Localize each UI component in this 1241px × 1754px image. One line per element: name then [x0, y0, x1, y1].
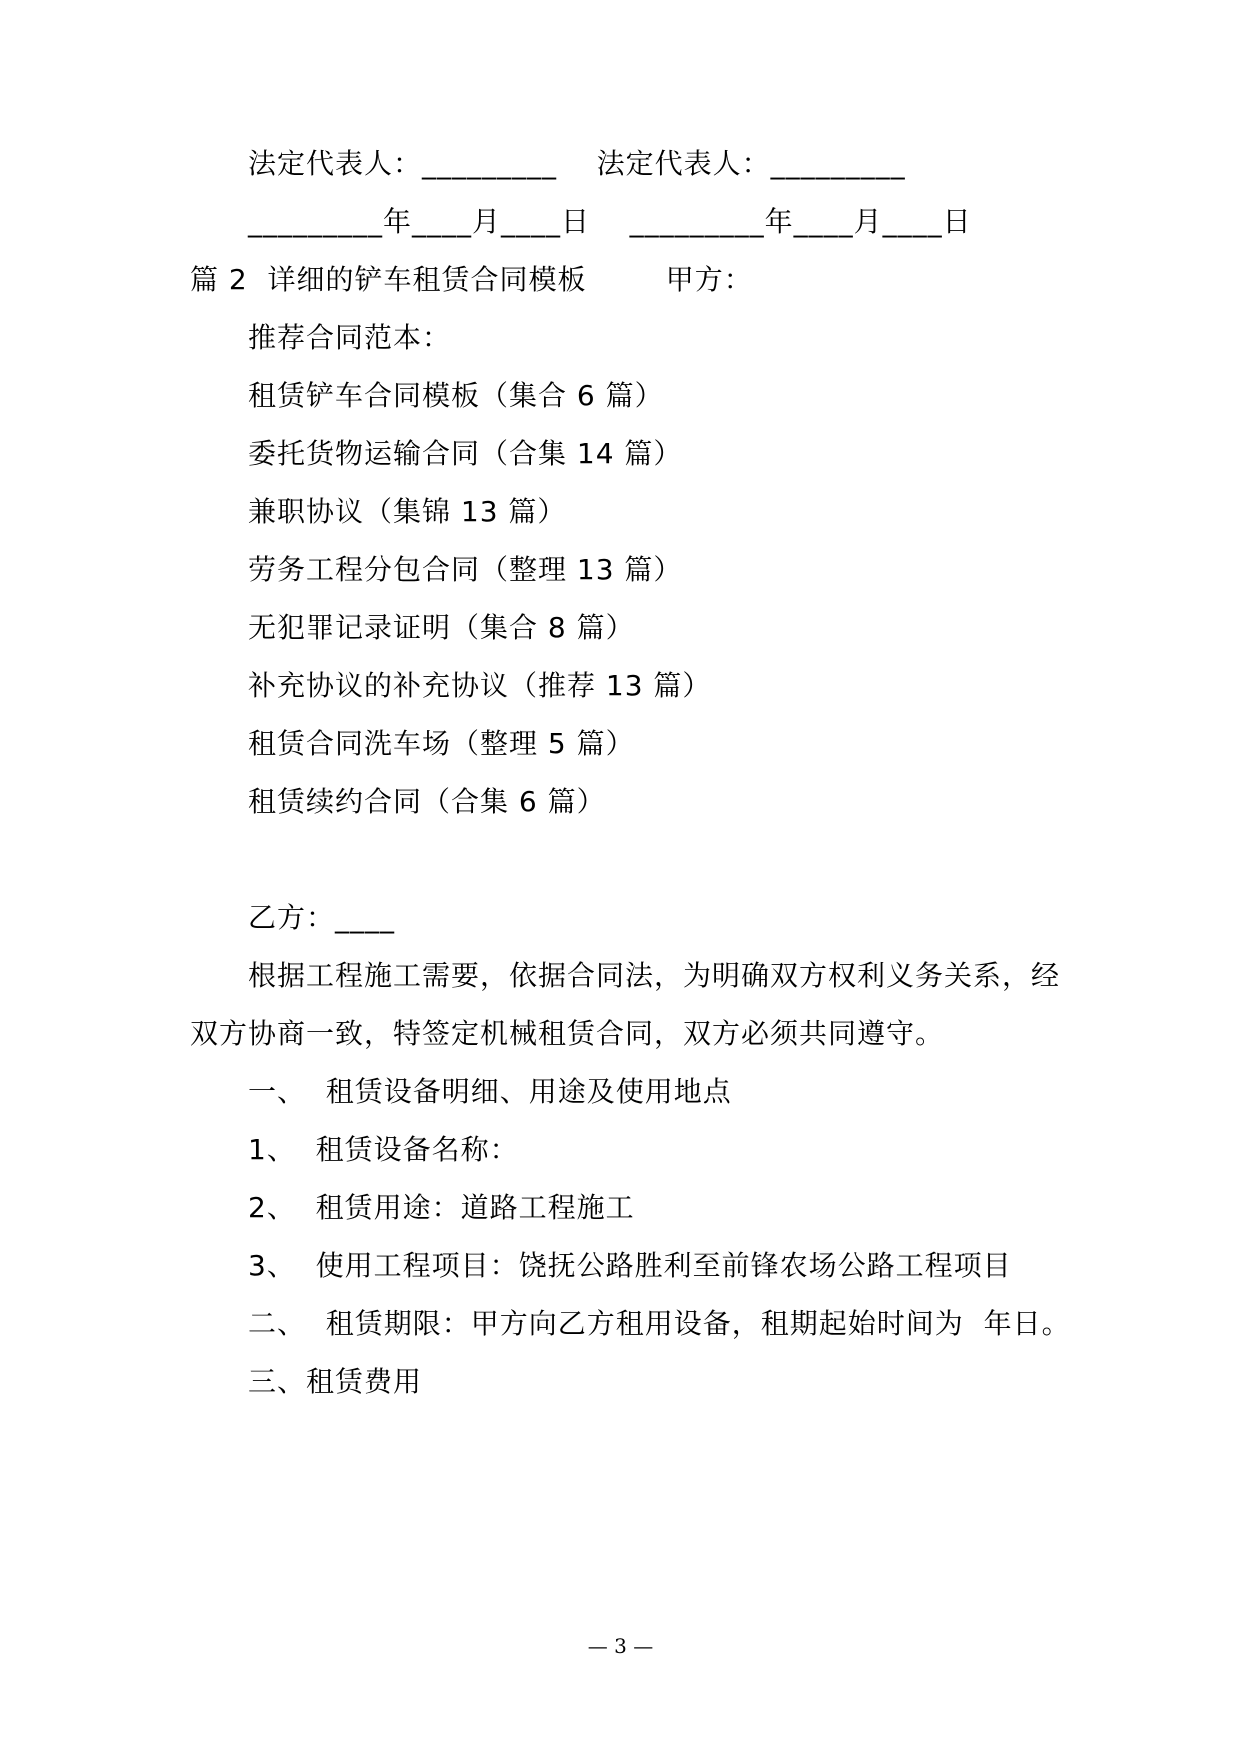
recommend-item[interactable]: 劳务工程分包合同（整理 13 篇） [248, 553, 683, 586]
recommend-item[interactable]: 补充协议的补充协议（推荐 13 篇） [248, 669, 712, 702]
recommend-item[interactable]: 委托货物运输合同（合集 14 篇） [248, 437, 683, 470]
intro-paragraph-line-1: 根据工程施工需要，依据合同法，为明确双方权利义务关系，经 [248, 959, 1061, 992]
clause-1-item-1: 1、 租赁设备名称： [248, 1133, 519, 1166]
clause-1-title: 一、 租赁设备明细、用途及使用地点 [248, 1075, 732, 1108]
party-b-line: 乙方：____ [248, 901, 396, 934]
recommend-title: 推荐合同范本： [248, 321, 452, 354]
clause-1-item-2: 2、 租赁用途：道路工程施工 [248, 1191, 635, 1224]
signature-representative-line: 法定代表人：_________ 法定代表人：_________ [248, 147, 906, 180]
clause-2: 二、 租赁期限：甲方向乙方租用设备，租期起始时间为 年日。 [248, 1307, 1071, 1340]
section-heading: 篇 2 详细的铲车租赁合同模板 甲方： [190, 263, 753, 296]
recommend-item[interactable]: 租赁合同洗车场（整理 5 篇） [248, 727, 635, 760]
recommend-item[interactable]: 无犯罪记录证明（集合 8 篇） [248, 611, 635, 644]
clause-1-item-3: 3、 使用工程项目：饶抚公路胜利至前锋农场公路工程项目 [248, 1249, 1012, 1282]
recommend-item[interactable]: 兼职协议（集锦 13 篇） [248, 495, 567, 528]
page-number: — 3 — [587, 1634, 654, 1658]
recommend-item[interactable]: 租赁续约合同（合集 6 篇） [248, 785, 606, 818]
signature-date-line: _________年____月____日 _________年____月____日 [248, 205, 972, 238]
intro-paragraph-line-2: 双方协商一致，特签定机械租赁合同，双方必须共同遵守。 [190, 1017, 945, 1050]
recommend-item[interactable]: 租赁铲车合同模板（集合 6 篇） [248, 379, 664, 412]
clause-3-title: 三、租赁费用 [248, 1365, 423, 1398]
